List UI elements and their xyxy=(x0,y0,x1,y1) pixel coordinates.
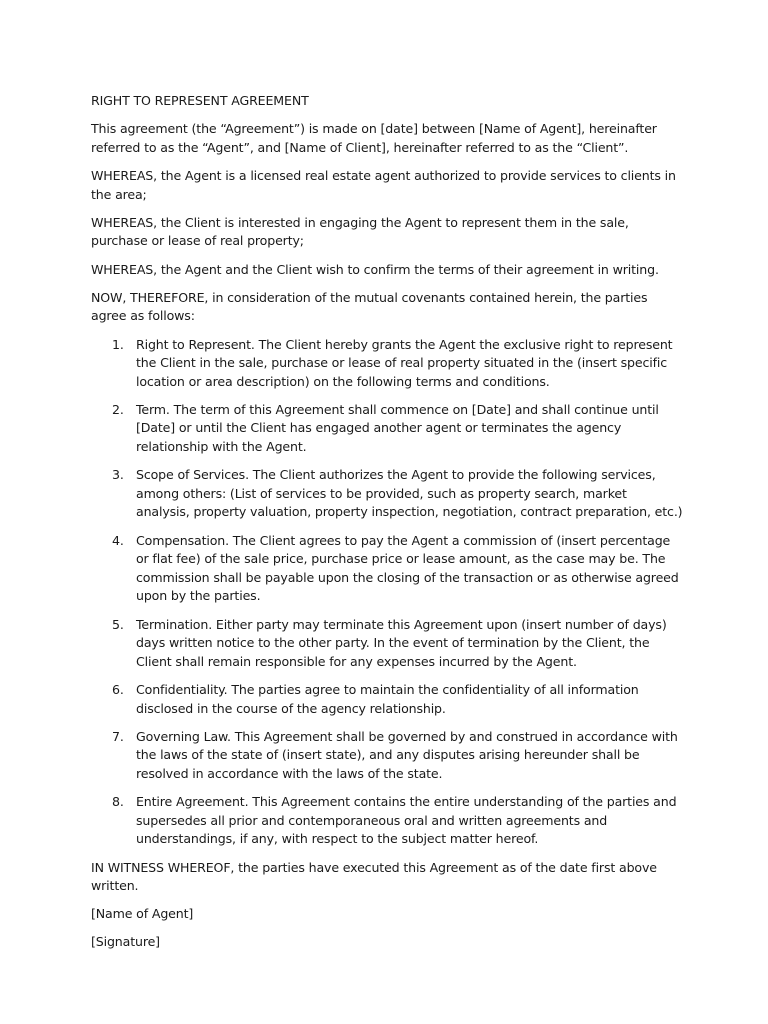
term-item xyxy=(91,466,683,522)
whereas-clause: WHEREAS, the Agent is a licensed real estate agent authorized to provide services to clients in the area; xyxy=(91,167,676,202)
signature-line: [Signature] xyxy=(91,934,160,950)
term-item xyxy=(91,681,683,718)
term-number: 7. xyxy=(112,728,124,744)
term-item xyxy=(91,532,683,606)
now-therefore-paragraph: NOW, THEREFORE, in consideration of the mutual covenants contained herein, the parties agree as follows: xyxy=(91,289,648,324)
term-number: 1. xyxy=(112,336,124,352)
term-number: 5. xyxy=(112,616,124,632)
term-text: Compensation. The Client agrees to pay the Agent a commission of (insert percentage or flat fee) of the sale price, purchase price or lease amount, as the case may be. The commission shall be payable upon the closing of the transaction or as otherwise agreed upon by the parties. xyxy=(136,532,679,604)
term-text: Term. The term of this Agreement shall commence on [Date] and shall continue until [Date] or until the Client has engaged another agent or terminates the agency relationship with the Agent. xyxy=(136,401,659,455)
term-item xyxy=(91,793,683,849)
term-item xyxy=(91,728,683,784)
term-item xyxy=(91,336,683,392)
term-text: Governing Law. This Agreement shall be governed by and construed in accordance with the laws of the state of (insert state), and any disputes arising hereunder shall be resolved in accordance with the laws of the state. xyxy=(136,728,678,781)
agent-name-line: [Name of Agent] xyxy=(91,906,194,922)
whereas-clause: WHEREAS, the Agent and the Client wish to confirm the terms of their agreement in writing. xyxy=(91,261,659,277)
term-item xyxy=(91,616,683,672)
term-text: Scope of Services. The Client authorizes the Agent to provide the following services, among others: (List of services to be provided, such as property search, market analysis, property valuation, property inspection, negotiation, contract preparation, etc.) xyxy=(136,467,683,520)
term-number: 3. xyxy=(112,467,124,483)
terms-list xyxy=(91,336,683,849)
term-number: 8. xyxy=(112,794,124,810)
term-text: Entire Agreement. This Agreement contains the entire understanding of the parties and supersedes all prior and contemporaneous oral and written agreements and understandings, if any, with respect to the subject matter hereof. xyxy=(136,794,677,847)
term-number: 6. xyxy=(112,681,124,697)
intro-paragraph: This agreement (the “Agreement”) is made on [date] between [Name of Agent], hereinafter referred to as the “Agent”, and [Name of Client], hereinafter referred to as the “Client”. xyxy=(91,121,657,155)
term-number: 4. xyxy=(112,532,124,548)
term-text: Right to Represent. The Client hereby grants the Agent the exclusive right to represent the Client in the sale, purchase or lease of real property situated in the (insert specific location or area description) on the following terms and conditions. xyxy=(136,336,673,389)
whereas-clause: WHEREAS, the Client is interested in engaging the Agent to represent them in the sale, purchase or lease of real property; xyxy=(91,214,629,249)
witness-paragraph: IN WITNESS WHEREOF, the parties have executed this Agreement as of the date first above written. xyxy=(91,859,657,894)
term-text: Termination. Either party may terminate this Agreement upon (insert number of days) days written notice to the other party. In the event of termination by the Client, the Client shall remain responsible for any expenses incurred by the Agent. xyxy=(136,616,667,669)
term-text: Confidentiality. The parties agree to maintain the confidentiality of all information disclosed in the course of the agency relationship. xyxy=(136,681,639,716)
term-item xyxy=(91,401,683,457)
term-number: 2. xyxy=(112,401,124,417)
document-page xyxy=(91,92,683,962)
document-title: RIGHT TO REPRESENT AGREEMENT xyxy=(91,93,309,108)
